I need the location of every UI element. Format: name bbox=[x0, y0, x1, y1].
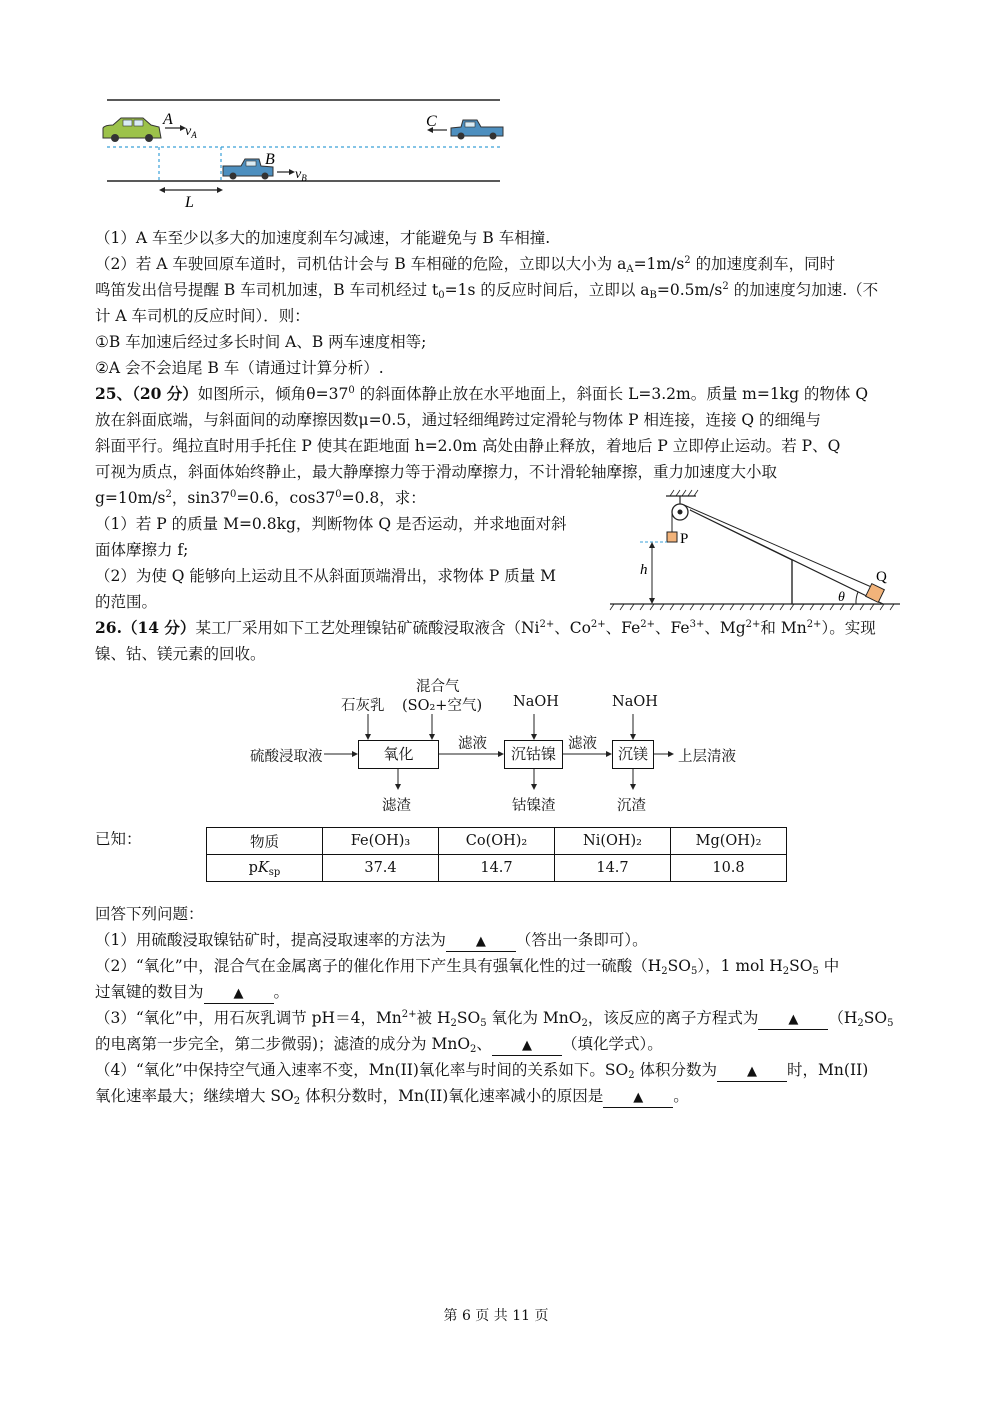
label-q: Q bbox=[876, 569, 887, 585]
answer-blank[interactable]: ▲ bbox=[717, 1063, 787, 1082]
label-c: C bbox=[426, 113, 437, 130]
q25-line1: 25、（20 分）如图所示，倾角$\theta=37^0$ 的斜面体静止放在水平地面上，斜面长 L=3.2m。质量 m=1kg 的物体 Q bbox=[95, 384, 869, 403]
flow-residue-1: 滤渣 bbox=[382, 798, 411, 814]
q24-part1: （1）A 车至少以多大的加速度刹车匀减速，才能避免与 B 车相撞. bbox=[95, 229, 551, 247]
q25-line2: 放在斜面底端，与斜面间的动摩擦因数μ=0.5，通过轻细绳跨过定滑轮与物体 P 相连接，连接 Q 的细绳与 bbox=[95, 411, 822, 429]
label-h: h bbox=[640, 562, 648, 578]
answer-intro: 回答下列问题： bbox=[95, 905, 204, 923]
table-value-1: 37.4 bbox=[323, 855, 439, 882]
flow-reagent-gas-top: 混合气 bbox=[416, 679, 460, 695]
table-value-3: 14.7 bbox=[555, 855, 671, 882]
flow-filtrate-2: 滤液 bbox=[568, 736, 597, 752]
road-figure bbox=[95, 92, 515, 212]
incline-figure bbox=[600, 488, 905, 613]
rope-to-q bbox=[684, 505, 876, 589]
truck-c-icon bbox=[451, 120, 503, 140]
q25-line3: 斜面平行。绳拉直时用手托住 P 使其在距地面 h=2.0m 高处由静止释放，着地后 P 立即停止运动。若 P、Q bbox=[95, 437, 841, 455]
q24-subq2: ②A 会不会追尾 B 车（请通过计算分析）. bbox=[95, 359, 384, 377]
table-compound-2: Co(OH)₂ bbox=[439, 828, 555, 855]
q26-item2-line1: （2）“氧化”中，混合气在金属离子的催化作用下产生具有强氧化性的过一硫酸$(H_2SO_5)$，1 mol $H_2SO_5$ 中 bbox=[95, 957, 840, 977]
answer-blank[interactable]: ▲ bbox=[603, 1089, 673, 1108]
flow-step-mg: 沉镁 bbox=[612, 740, 654, 769]
flow-filtrate-1: 滤液 bbox=[458, 736, 487, 752]
page-footer: 第 6 页 共 11 页 bbox=[443, 1308, 549, 1324]
ksp-table bbox=[206, 827, 787, 882]
table-row-header bbox=[207, 828, 787, 855]
process-flowchart bbox=[240, 670, 760, 818]
flow-reagent-lime: 石灰乳 bbox=[341, 698, 385, 714]
table-value-2: 14.7 bbox=[439, 855, 555, 882]
flow-step-oxidation: 氧化 bbox=[358, 740, 439, 769]
incline-body bbox=[690, 510, 883, 604]
label-b: B bbox=[265, 151, 275, 168]
table-row-values bbox=[207, 855, 787, 882]
q25-line4: 可视为质点，斜面体始终静止，最大静摩擦力等于滑动摩擦力，不计滑轮轴摩擦，重力加速度大小取 bbox=[95, 463, 778, 481]
block-p bbox=[667, 532, 677, 542]
q25-line9: 的范围。 bbox=[95, 593, 158, 611]
car-a-icon bbox=[103, 118, 161, 142]
table-header-label: 物质 bbox=[207, 828, 323, 855]
q26-item4-line2: 氧化速率最大；继续增大 $SO_2$ 体积分数时，Mn(II)氧化速率减小的原因是 ▲ 。 bbox=[95, 1087, 689, 1107]
q26-item4-line1: （4）“氧化”中保持空气通入速率不变，Mn(II)氧化率与时间的关系如下。$SO_2$ 体积分数为 ▲ 时，Mn(II) bbox=[95, 1061, 869, 1081]
q26-line2: 镍、钴、镁元素的回收。 bbox=[95, 645, 266, 663]
flow-naoh-2: NaOH bbox=[612, 694, 658, 710]
q26-line1: 26.（14 分）某工厂采用如下工艺处理镍钴矿硫酸浸取液含（$Ni^{2+}$、$Co^{2+}$、$Fe^{2+}$、$Fe^{3+}$、$Mg^{2+}$和 $Mn^{2+}$）。实现 bbox=[95, 618, 876, 637]
answer-blank[interactable]: ▲ bbox=[758, 1011, 828, 1030]
flow-step-co-ni: 沉钴镍 bbox=[504, 740, 563, 769]
flow-residue-2: 钴镍渣 bbox=[512, 798, 556, 814]
q25-line6: （1）若 P 的质量 M=0.8kg，判断物体 Q 是否运动，并求地面对斜 bbox=[95, 515, 567, 533]
answer-blank[interactable]: ▲ bbox=[204, 985, 274, 1004]
q26-item1: （1）用硫酸浸取镍钴矿时，提高浸取速率的方法为 ▲ （答出一条即可）。 bbox=[95, 927, 900, 953]
flow-feed: 硫酸浸取液 bbox=[250, 749, 323, 765]
q25-line8: （2）为使 Q 能够向上运动且不从斜面顶端滑出，求物体 P 质量 M bbox=[95, 567, 557, 585]
table-value-4: 10.8 bbox=[671, 855, 787, 882]
label-l: L bbox=[185, 194, 194, 211]
q24-part2-line2: 鸣笛发出信号提醒 B 车司机加速，B 车司机经过 $t_0=1s$ 的反应时间后，立即以 $a_B=0.5m/s^2$ 的加速度匀加速.（不 bbox=[95, 281, 879, 301]
flow-naoh-1: NaOH bbox=[513, 694, 559, 710]
q25-line5: $g=10m/s^2$，$\sin 37^0=0.6$，$\cos 37^0=0.8$，求： bbox=[95, 489, 426, 507]
table-row-label: $pK_{sp}$ bbox=[207, 855, 323, 882]
flow-output: 上层清液 bbox=[678, 749, 736, 765]
flow-residue-3: 沉渣 bbox=[617, 798, 646, 814]
flow-reagent-gas-bottom: (SO₂+空气) bbox=[402, 698, 483, 714]
answer-blank[interactable]: ▲ bbox=[492, 1037, 562, 1056]
q26-item3-line2: 的电离第一步完全，第二步微弱)；滤渣的成分为 MnO$_2$、 ▲ （填化学式）。 bbox=[95, 1035, 663, 1055]
q24-part2-line3: 计 A 车司机的反应时间）．则： bbox=[95, 307, 310, 325]
known-label: 已知： bbox=[95, 830, 142, 848]
label-theta: θ bbox=[838, 590, 845, 605]
q25-line7: 面体摩擦力 f; bbox=[95, 541, 189, 559]
label-vb: $v_B$ bbox=[295, 167, 307, 183]
q24-subq1: ①B 车加速后经过多长时间 A、B 两车速度相等; bbox=[95, 333, 427, 351]
label-va: $v_A$ bbox=[185, 124, 197, 140]
table-compound-4: Mg(OH)₂ bbox=[671, 828, 787, 855]
label-a: A bbox=[163, 111, 173, 128]
q26-item3-line1: （3）“氧化”中，用石灰乳调节 pH＝4，$Mn^{2+}$被 $H_2SO_5$ 氧化为 MnO$_2$，该反应的离子方程式为 ▲ （$H_2SO_5$ bbox=[95, 1009, 894, 1029]
q24-part2-line1: （2）若 A 车驶回原车道时，司机估计会与 B 车相碰的危险，立即以大小为 $a_A=1m/s^2$ 的加速度刹车，同时 bbox=[95, 255, 836, 275]
table-compound-1: Fe(OH)₃ bbox=[323, 828, 439, 855]
label-p: P bbox=[680, 531, 689, 547]
table-compound-3: Ni(OH)₂ bbox=[555, 828, 671, 855]
answer-blank[interactable]: ▲ bbox=[446, 933, 516, 952]
q26-item2-line2: 过氧键的数目为 ▲ 。 bbox=[95, 979, 900, 1005]
